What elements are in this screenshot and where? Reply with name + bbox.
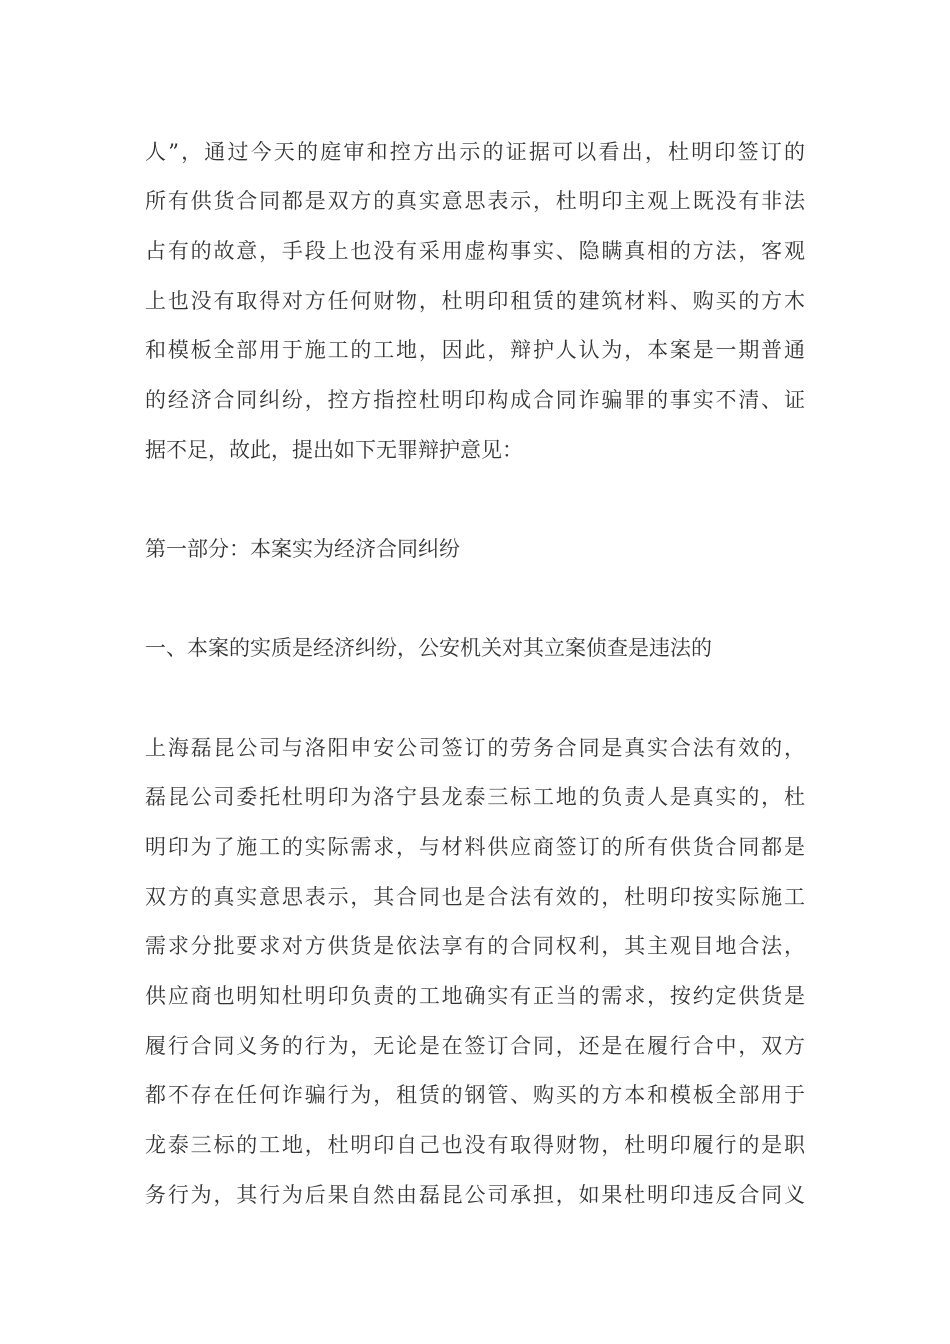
intro-line-7: 据不足，故此，提出如下无罪辩护意见： xyxy=(145,438,523,462)
intro-line-3: 占有的故意，手段上也没有采用虚构事实、隐瞒真相的方法，客观 xyxy=(145,239,805,263)
intro-line-5: 和模板全部用于施工的工地，因此，辩护人认为，本案是一期普通 xyxy=(145,338,805,362)
body-line-5: 需求分批要求对方供货是依法享有的合同权利，其主观目地合法， xyxy=(145,934,805,958)
part-heading: 第一部分：本案实为经济合同纠纷 xyxy=(145,537,460,561)
body-line-4: 双方的真实意思表示，其合同也是合法有效的，杜明印按实际施工 xyxy=(145,885,805,909)
body-line-7: 履行合同义务的行为，无论是在签订合同，还是在履行合中，双方 xyxy=(145,1034,805,1058)
body-line-1: 上海磊昆公司与洛阳申安公司签订的劳务合同是真实合法有效的， xyxy=(145,736,805,760)
intro-line-2: 所有供货合同都是双方的真实意思表示，杜明印主观上既没有非法 xyxy=(145,189,805,213)
body-line-6: 供应商也明知杜明印负责的工地确实有正当的需求，按约定供货是 xyxy=(145,984,805,1008)
body-line-3: 明印为了施工的实际需求，与材料供应商签订的所有供货合同都是 xyxy=(145,835,805,859)
body-line-10: 务行为，其行为后果自然由磊昆公司承担，如果杜明印违反合同义 xyxy=(145,1183,805,1207)
section-heading: 一、本案的实质是经济纠纷，公安机关对其立案侦查是违法的 xyxy=(145,636,712,660)
body-line-2: 磊昆公司委托杜明印为洛宁县龙泰三标工地的负责人是真实的，杜 xyxy=(145,785,805,809)
intro-line-1: 人”，通过今天的庭审和控方出示的证据可以看出，杜明印签订的 xyxy=(145,140,805,164)
body-line-9: 龙泰三标的工地，杜明印自己也没有取得财物，杜明印履行的是职 xyxy=(145,1133,805,1157)
intro-line-6: 的经济合同纠纷，控方指控杜明印构成合同诈骗罪的事实不清、证 xyxy=(145,388,805,412)
intro-line-4: 上也没有取得对方任何财物，杜明印租赁的建筑材料、购买的方木 xyxy=(145,289,805,313)
body-line-8: 都不存在任何诈骗行为，租赁的钢管、购买的方本和模板全部用于 xyxy=(145,1083,805,1107)
